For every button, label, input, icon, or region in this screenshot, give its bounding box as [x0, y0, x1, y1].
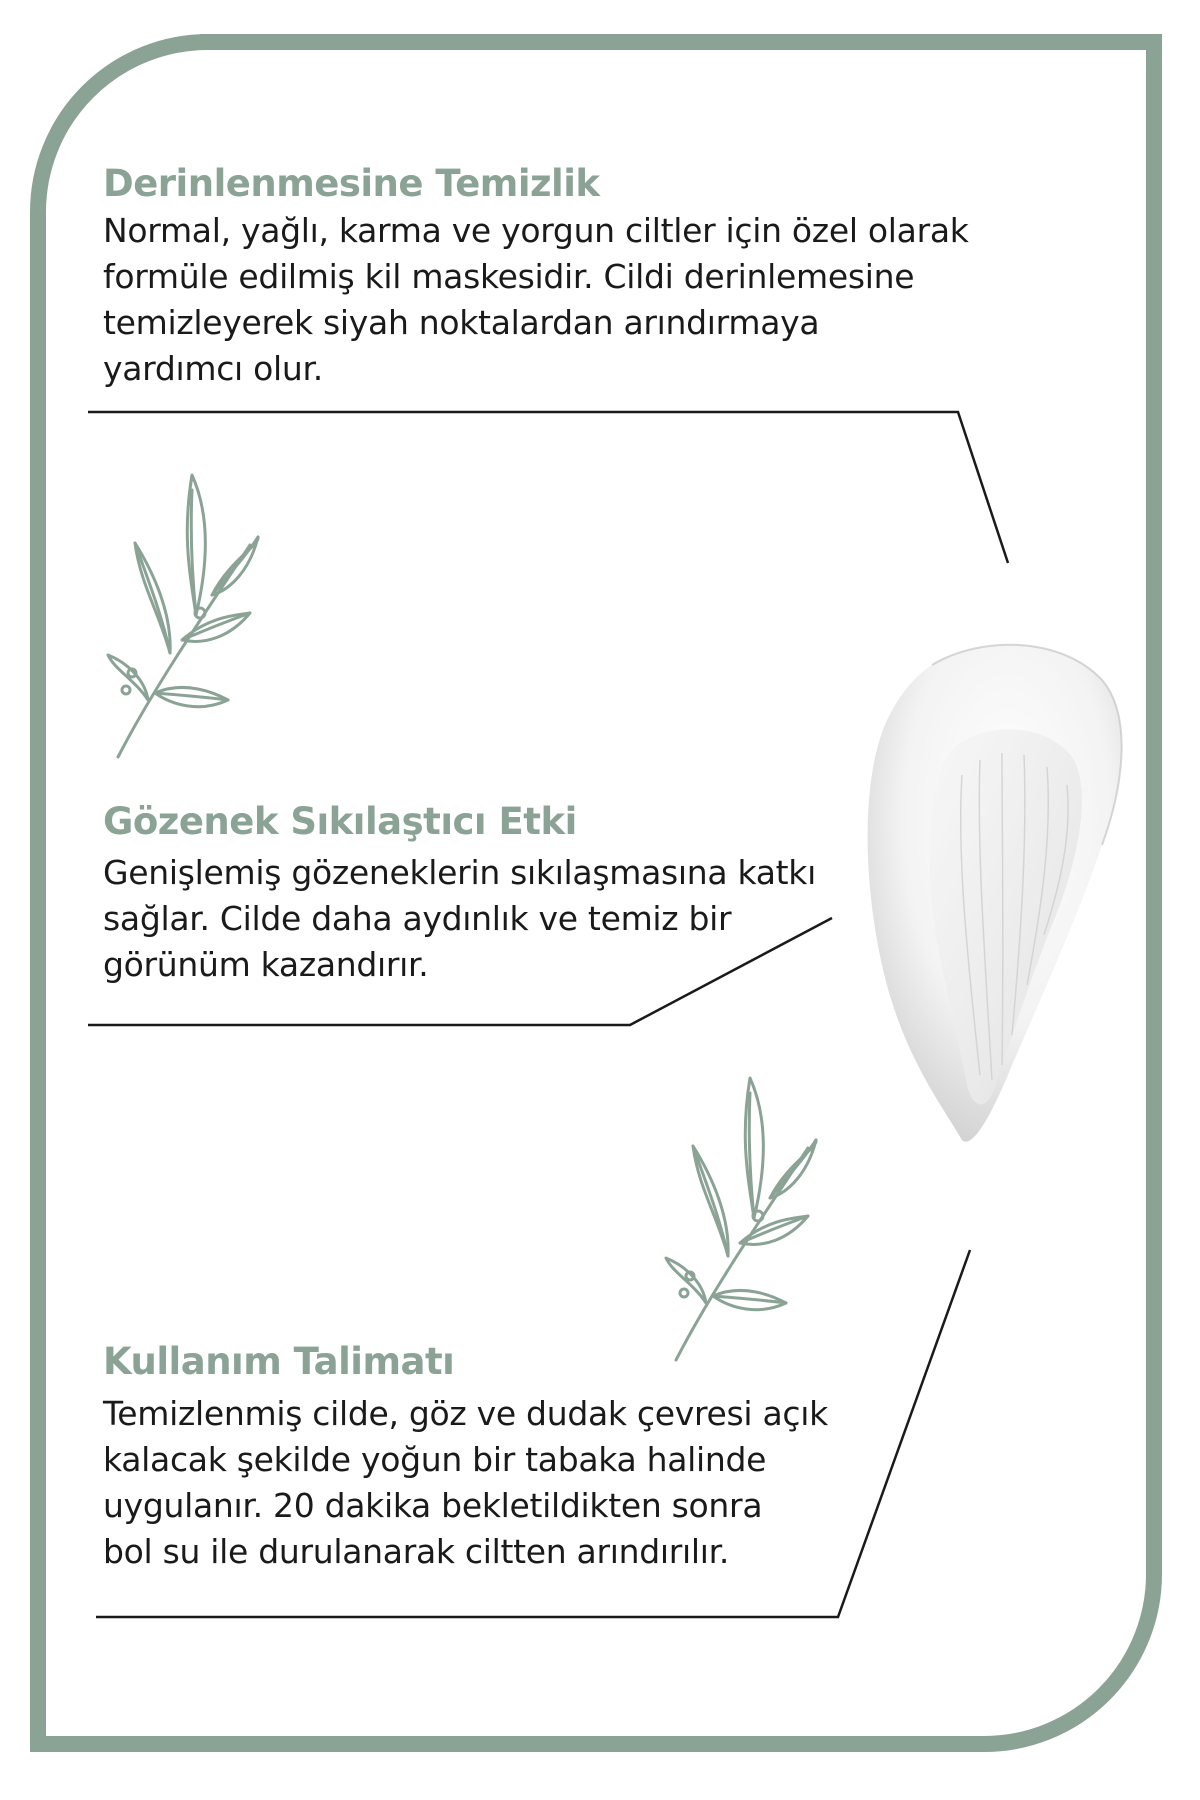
body-line: Temizlenmiş cilde, göz ve dudak çevresi açık — [103, 1394, 828, 1433]
body-line: formüle edilmiş kil maskesidir. Cildi derinlemesine — [103, 257, 915, 296]
connector-line-3 — [96, 1250, 970, 1617]
body-line: görünüm kazandırır. — [103, 945, 429, 984]
body-line: bol su ile durulanarak ciltten arındırılır. — [103, 1532, 730, 1571]
body-line: sağlar. Cilde daha aydınlık ve temiz bir — [103, 899, 732, 938]
body-line: uygulanır. 20 dakika bekletildikten sonra — [103, 1486, 763, 1525]
olive-branch-icon — [658, 1068, 828, 1368]
section-title-pore-tightening: Gözenek Sıkılaştıcı Etki — [103, 800, 577, 843]
connector-line-2 — [88, 918, 832, 1025]
body-line: Normal, yağlı, karma ve yorgun ciltler için özel olarak — [103, 211, 969, 250]
body-line: yardımcı olur. — [103, 349, 323, 388]
body-line: temizleyerek siyah noktalardan arındırmaya — [103, 303, 820, 342]
section-title-usage-instructions: Kullanım Talimatı — [103, 1340, 455, 1383]
body-line: Genişlemiş gözeneklerin sıkılaşmasına katkı — [103, 853, 816, 892]
cream-swatch-image — [862, 635, 1127, 1155]
olive-branch-icon — [100, 465, 270, 765]
body-line: kalacak şekilde yoğun bir tabaka halinde — [103, 1440, 767, 1479]
section-title-deep-cleansing: Derinlenmesine Temizlik — [103, 162, 600, 205]
